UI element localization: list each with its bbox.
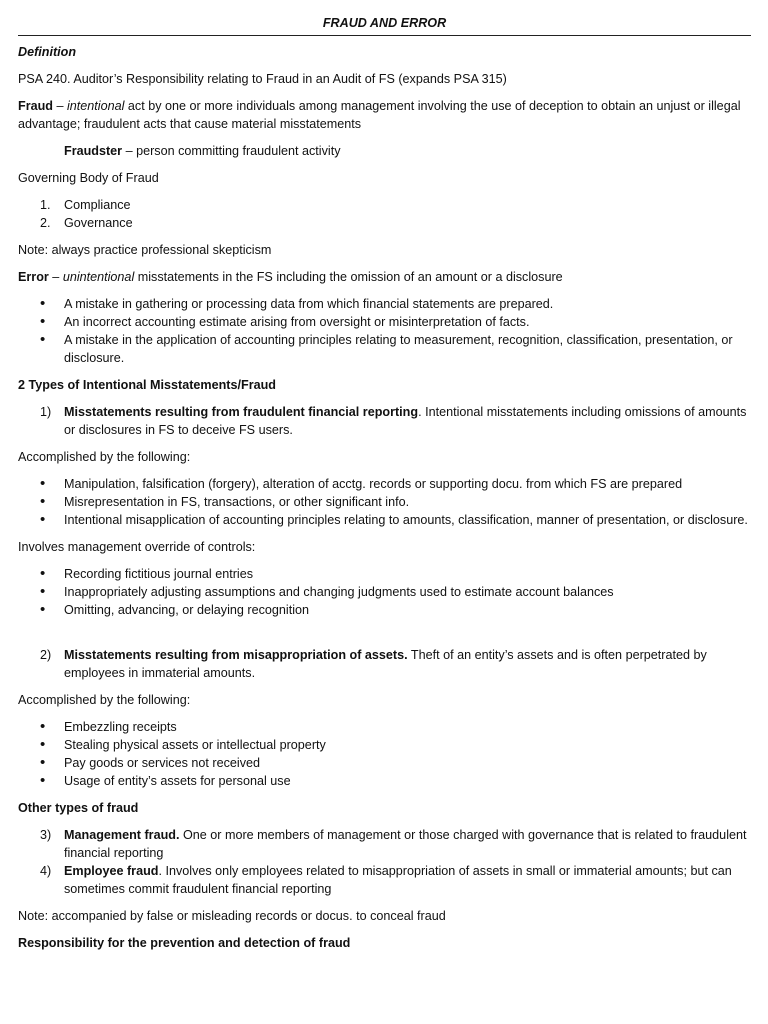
- list-item: • Stealing physical assets or intellectual property: [18, 736, 751, 754]
- list-item: • Usage of entity’s assets for personal use: [18, 772, 751, 790]
- list-item: • A mistake in the application of accounting principles relating to measurement, recognition, classification, presentation, or disclosure.: [18, 331, 751, 367]
- list-item: • Manipulation, falsification (forgery), alteration of acctg. records or supporting docu. from which FS are prepared: [18, 475, 751, 493]
- error-list: [18, 295, 751, 367]
- definition-heading: Definition: [18, 45, 77, 59]
- list-item: • An incorrect accounting estimate arising from oversight or misinterpretation of facts.: [18, 313, 751, 331]
- list-item: • Misrepresentation in FS, transactions, or other significant info.: [18, 493, 751, 511]
- note-records: Note: accompanied by false or misleading records or docus. to conceal fraud: [18, 909, 446, 923]
- list-item: 3) Management fraud. One or more members of management or those charged with governance that is related to fraudulent financial reporting: [40, 828, 747, 860]
- accomplished1-list: [18, 475, 751, 529]
- governing-list: [18, 196, 751, 232]
- psa-reference: PSA 240. Auditor’s Responsibility relating to Fraud in an Audit of FS (expands PSA 315): [18, 72, 507, 86]
- list-item: 2. Governance: [40, 216, 133, 230]
- list-item: 1) Misstatements resulting from fraudulent financial reporting. Intentional misstatements including omissions of amounts or disclosures in FS to deceive FS users.: [40, 405, 747, 437]
- fraud-definition: Fraud – intentional act by one or more individuals among management involving the use of deception to obtain an unjust or illegal advantage; fraudulent acts that cause material misstatements: [18, 99, 741, 131]
- accomplished-heading-1: Accomplished by the following:: [18, 450, 191, 464]
- list-item: • Recording fictitious journal entries: [18, 565, 751, 583]
- list-item: 1. Compliance: [40, 198, 131, 212]
- other-types-heading: Other types of fraud: [18, 801, 139, 815]
- type2-list: [18, 646, 751, 682]
- list-item: • Inappropriately adjusting assumptions and changing judgments used to estimate account balances: [18, 583, 751, 601]
- type1-list: [18, 403, 751, 439]
- fraudster-definition: Fraudster – person committing fraudulent activity: [64, 144, 341, 158]
- other-types-list: [18, 826, 751, 898]
- list-item: • Pay goods or services not received: [18, 754, 751, 772]
- list-item: • Intentional misapplication of accounting principles relating to amounts, classification, manner of presentation, or disclosure.: [18, 511, 751, 529]
- override-heading: Involves management override of controls:: [18, 540, 256, 554]
- list-item: • Embezzling receipts: [18, 718, 751, 736]
- spacer: [18, 628, 751, 646]
- fraudster-term: Fraudster: [64, 144, 123, 158]
- error-emphasis: unintentional: [62, 270, 135, 284]
- document-page: [18, 14, 751, 961]
- governing-body-heading: Governing Body of Fraud: [18, 171, 159, 185]
- page-title: FRAUD AND ERROR: [18, 14, 751, 36]
- fraud-term: Fraud: [18, 99, 53, 113]
- error-term: Error: [18, 270, 49, 284]
- types-heading: 2 Types of Intentional Misstatements/Fraud: [18, 378, 276, 392]
- override-list: [18, 565, 751, 619]
- list-item: 2) Misstatements resulting from misappropriation of assets. Theft of an entity’s assets and is often perpetrated by employees in immaterial amounts.: [40, 648, 707, 680]
- accomplished-heading-2: Accomplished by the following:: [18, 693, 191, 707]
- accomplished2-list: [18, 718, 751, 790]
- responsibility-heading: Responsibility for the prevention and detection of fraud: [18, 936, 351, 950]
- list-item: 4) Employee fraud. Involves only employees related to misappropriation of assets in small or immaterial amounts; but can sometimes commit fraudulent financial reporting: [40, 864, 732, 896]
- note-skepticism: Note: always practice professional skepticism: [18, 243, 272, 257]
- list-item: • A mistake in gathering or processing data from which financial statements are prepared.: [18, 295, 751, 313]
- error-definition: Error – unintentional misstatements in the FS including the omission of an amount or a disclosure: [18, 270, 563, 284]
- fraud-emphasis: intentional: [67, 99, 125, 113]
- list-item: • Omitting, advancing, or delaying recognition: [18, 601, 751, 619]
